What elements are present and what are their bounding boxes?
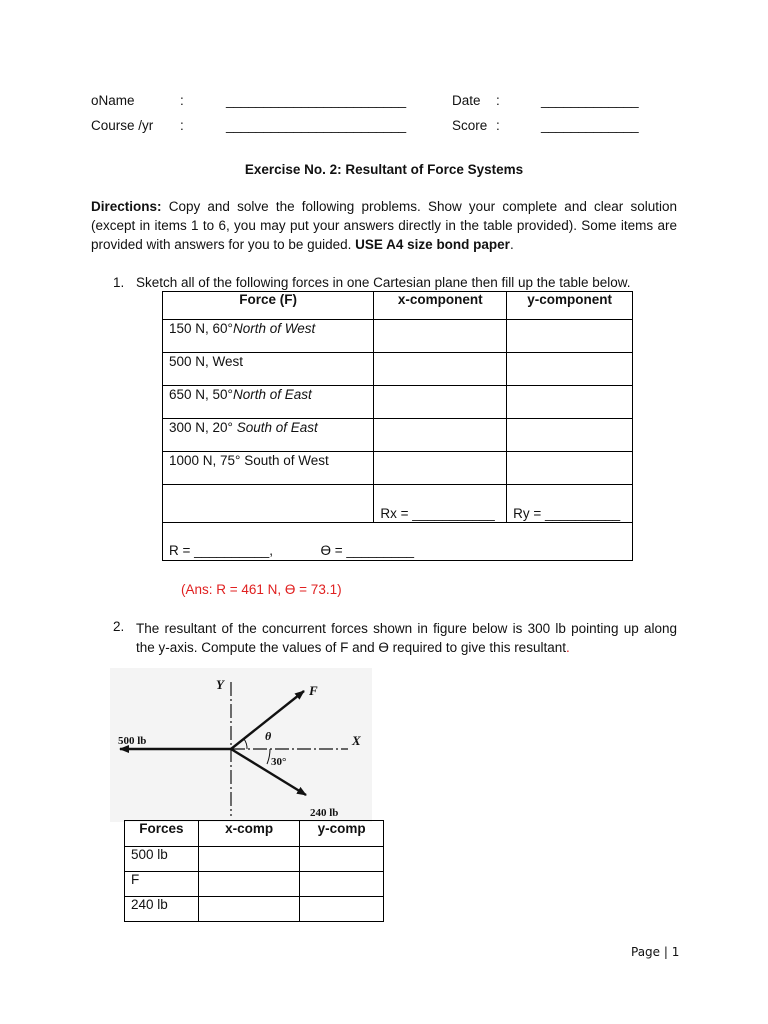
force-value: 650 N, 50°	[169, 387, 233, 402]
table-header: y-comp	[300, 821, 384, 847]
force-value: 1000 N, 75° South of West	[169, 453, 329, 468]
force-value: 500 N, West	[169, 354, 244, 369]
item1-text: Sketch all of the following forces in one Cartesian plane then fill up the table below.	[136, 275, 631, 290]
rx-label: Rx = ___________	[380, 506, 495, 521]
table-header: y-component	[507, 292, 633, 320]
directions-emphasis: USE A4 size bond paper	[355, 237, 510, 252]
x-component-cell[interactable]	[374, 452, 507, 485]
x-component-cell[interactable]	[374, 386, 507, 419]
course-colon: :	[180, 118, 184, 133]
empty-cell	[163, 485, 374, 523]
x-component-cell[interactable]	[374, 320, 507, 353]
directions-label: Directions:	[91, 199, 162, 214]
forces-cell: 500 lb	[125, 847, 199, 872]
course-label: Course /yr	[91, 118, 154, 133]
theta-label: ϴ = _________	[320, 543, 414, 558]
y-comp-cell[interactable]	[300, 847, 384, 872]
x-component-cell[interactable]	[374, 353, 507, 386]
x-comp-cell[interactable]	[198, 847, 299, 872]
f-label: F	[309, 683, 318, 698]
force-direction: North of East	[232, 387, 312, 402]
x-comp-cell[interactable]	[198, 872, 299, 897]
force-cell	[163, 353, 374, 386]
item2-text-end: .	[565, 640, 570, 655]
table-header: Force (F)	[163, 292, 374, 320]
page-title: Exercise No. 2: Resultant of Force Systems	[244, 162, 524, 177]
score-field[interactable]: _____________	[541, 118, 639, 133]
force-table	[162, 291, 633, 561]
item2-text	[136, 619, 677, 657]
item1-number: 1.	[113, 275, 125, 290]
table-header: x-comp	[198, 821, 299, 847]
force-cell	[163, 320, 374, 353]
force-diagram	[110, 668, 372, 822]
page-separator: |	[663, 945, 668, 959]
ry-label: Ry = __________	[513, 506, 621, 521]
angle-label: 30°	[271, 756, 287, 768]
page-label: Page	[631, 945, 661, 959]
x-component-cell[interactable]	[374, 419, 507, 452]
forces-cell: 240 lb	[125, 897, 199, 922]
x-axis-label: X	[352, 733, 361, 748]
left-force-label: 500 lb	[118, 735, 147, 747]
date-label: Date	[452, 93, 481, 108]
name-label: oName	[91, 93, 135, 108]
directions-end: .	[509, 237, 514, 252]
y-component-cell[interactable]	[507, 452, 633, 485]
item2-text-main: The resultant of the concurrent forces shown in figure below is 300 lb pointing up along the y-axis. Compute the values of F and ϴ required to give this resultant	[136, 621, 677, 655]
force-direction: North of West	[232, 321, 316, 336]
date-field[interactable]: _____________	[541, 93, 639, 108]
page-footer	[631, 945, 679, 959]
theta-symbol: θ	[265, 729, 272, 743]
force-direction: South of East	[236, 420, 318, 435]
score-label: Score	[452, 118, 488, 133]
table-header: x-component	[374, 292, 507, 320]
y-component-cell[interactable]	[507, 320, 633, 353]
force-value: 300 N, 20°	[169, 420, 237, 435]
name-field[interactable]: ________________________	[226, 93, 407, 108]
table-header: Forces	[125, 821, 199, 847]
y-comp-cell[interactable]	[300, 872, 384, 897]
y-axis-label: Y	[216, 677, 224, 692]
item1-answer: (Ans: R = 461 N, ϴ = 73.1)	[181, 582, 342, 597]
force-cell	[163, 419, 374, 452]
y-component-cell[interactable]	[507, 353, 633, 386]
item2-number: 2.	[113, 619, 125, 634]
y-component-cell[interactable]	[507, 419, 633, 452]
bottom-force-label: 240 lb	[310, 807, 339, 819]
r-label: R = __________,	[169, 543, 273, 558]
rx-cell[interactable]	[374, 485, 507, 523]
name-colon: :	[180, 93, 184, 108]
date-colon: :	[496, 93, 500, 108]
x-comp-cell[interactable]	[198, 897, 299, 922]
force-cell	[163, 452, 374, 485]
y-component-cell[interactable]	[507, 386, 633, 419]
force-value: 150 N, 60°	[169, 321, 233, 336]
ry-cell[interactable]	[507, 485, 633, 523]
directions-text: Copy and solve the following problems. Show your complete and clear solution (except in items 1 to 6, you may put your answers directly in the table provided). Some items are provided with answers for you to be guided.	[91, 199, 677, 252]
page-number: 1	[671, 945, 680, 959]
score-colon: :	[496, 118, 500, 133]
forces-cell: F	[125, 872, 199, 897]
resultant-cell[interactable]	[163, 523, 633, 561]
directions	[91, 197, 677, 254]
y-comp-cell[interactable]	[300, 897, 384, 922]
course-field[interactable]: ________________________	[226, 118, 407, 133]
forces-table	[124, 820, 384, 922]
force-cell	[163, 386, 374, 419]
